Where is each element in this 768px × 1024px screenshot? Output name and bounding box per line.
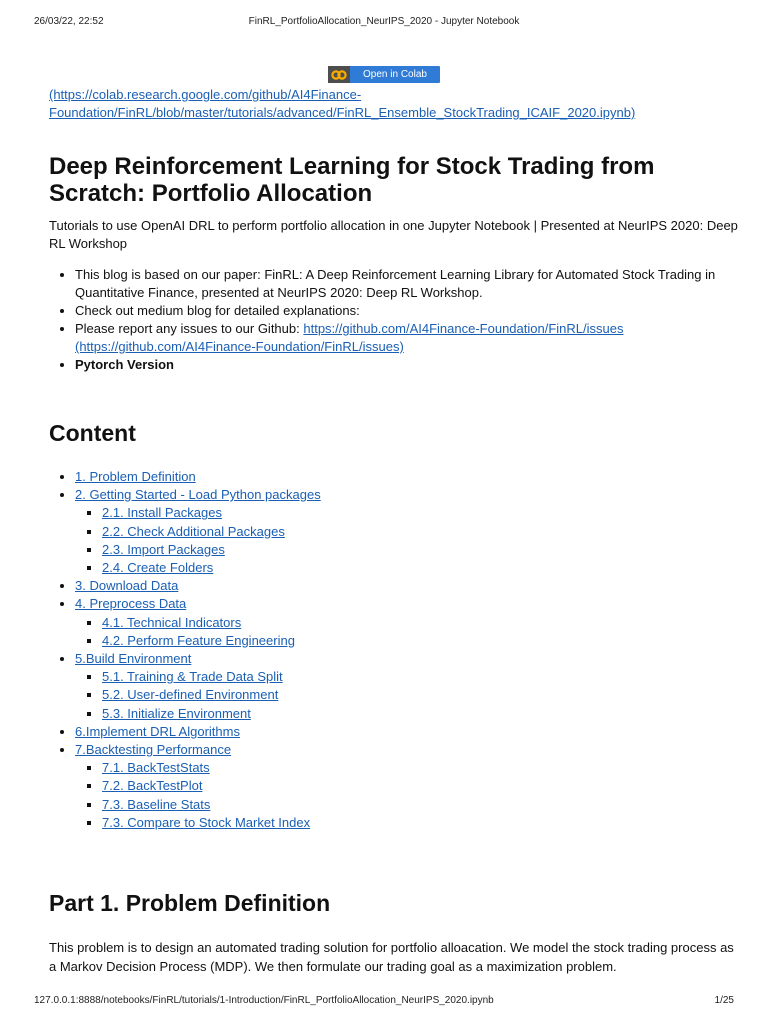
toc-link-5-2[interactable]: 5.2. User-defined Environment xyxy=(102,687,279,703)
toc-link-7-1[interactable]: 7.1. BackTestStats xyxy=(102,760,210,776)
print-footer-url: 127.0.0.1:8888/notebooks/FinRL/tutorials/1-Introduction/FinRL_PortfolioAllocation_NeurIPS_2020.ipynb xyxy=(34,995,494,1006)
colab-url-line1[interactable]: (https://colab.research.google.com/github/AI4Finance- xyxy=(49,87,362,102)
toc-link-3[interactable]: 3. Download Data xyxy=(75,578,179,594)
toc-item xyxy=(75,650,755,723)
toc-link-2-3[interactable]: 2.3. Import Packages xyxy=(102,541,225,557)
page-subtitle: Tutorials to use OpenAI DRL to perform portfolio allocation in one Jupyter Notebook | Presented at NeurIPS 2020: Deep RL Workshop xyxy=(49,218,738,251)
content-heading: Content xyxy=(49,420,136,446)
intro-bullet-issues xyxy=(75,320,755,356)
toc-item xyxy=(75,723,755,741)
open-in-colab-button[interactable] xyxy=(328,66,440,83)
toc-subitem xyxy=(102,777,755,795)
toc-subitem xyxy=(102,523,755,541)
toc-subitem xyxy=(102,705,755,723)
toc-subitem xyxy=(102,686,755,704)
toc-link-2[interactable]: 2. Getting Started - Load Python packages xyxy=(75,487,321,503)
toc-link-4-1[interactable]: 4.1. Technical Indicators xyxy=(102,614,242,630)
print-page-number: 1/25 xyxy=(714,995,734,1006)
github-issues-link[interactable]: https://github.com/AI4Finance-Foundation/FinRL/issues xyxy=(303,321,624,336)
toc-item xyxy=(75,486,755,577)
toc-subitem xyxy=(102,541,755,559)
print-title: FinRL_PortfolioAllocation_NeurIPS_2020 - Jupyter Notebook xyxy=(248,16,520,27)
toc-link-5[interactable]: 5.Build Environment xyxy=(75,651,192,667)
toc-subitem xyxy=(102,814,755,832)
toc-link-5-3[interactable]: 5.3. Initialize Environment xyxy=(102,705,251,721)
table-of-contents xyxy=(49,468,755,832)
toc-item xyxy=(75,741,755,832)
toc-link-4[interactable]: 4. Preprocess Data xyxy=(75,596,187,612)
intro-bullet-blog: • Check out medium blog for detailed explanations: xyxy=(75,302,755,320)
toc-subitem xyxy=(102,668,755,686)
toc-link-7-4[interactable]: 7.3. Compare to Stock Market Index xyxy=(102,814,311,830)
toc-link-1[interactable]: 1. Problem Definition xyxy=(75,469,196,484)
print-header xyxy=(34,16,734,30)
toc-link-5-1[interactable]: 5.1. Training & Trade Data Split xyxy=(102,669,283,685)
colab-url-line2[interactable]: Foundation/FinRL/blob/master/tutorials/advanced/FinRL_Ensemble_StockTrading_ICAIF_2020.ipynb) xyxy=(49,105,636,120)
toc-link-2-1[interactable]: 2.1. Install Packages xyxy=(102,505,222,521)
intro-bullet-paper: • This blog is based on our paper: FinRL: A Deep Reinforcement Learning Library for Automated Stock Trading in Quantitative Finance, presented at NeurIPS 2020: Deep RL Workshop. xyxy=(75,266,755,302)
colab-logo-icon xyxy=(328,66,350,83)
print-footer xyxy=(34,995,734,1009)
intro-bullet-list xyxy=(49,266,755,374)
issues-text: Please report any issues to our Github: xyxy=(75,321,304,336)
intro-bullet-pytorch: • Pytorch Version xyxy=(75,356,755,374)
toc-item xyxy=(75,577,755,595)
toc-subitem xyxy=(102,796,755,814)
open-in-colab-label: Open in Colab xyxy=(350,66,440,83)
part1-paragraph: This problem is to design an automated trading solution for portfolio alloacation. We model the stock trading process as a Markov Decision Process (MDP). We then formulate our trading goal as a maximization problem. xyxy=(49,940,734,974)
toc-subitem xyxy=(102,614,755,632)
toc-subitem xyxy=(102,632,755,650)
part1-heading: Part 1. Problem Definition xyxy=(49,890,331,916)
print-datetime: 26/03/22, 22:52 xyxy=(34,16,104,27)
toc-link-4-2[interactable]: 4.2. Perform Feature Engineering xyxy=(102,632,295,648)
toc-item xyxy=(75,595,755,650)
toc-subitem xyxy=(102,759,755,777)
github-issues-link-url[interactable]: (https://github.com/AI4Finance-Foundation/FinRL/issues) xyxy=(75,339,404,354)
toc-link-6[interactable]: 6.Implement DRL Algorithms xyxy=(75,723,240,739)
page-title-line2: Scratch: Portfolio Allocation xyxy=(49,180,373,207)
toc-link-7-2[interactable]: 7.2. BackTestPlot xyxy=(102,778,203,794)
toc-subitem xyxy=(102,559,755,577)
toc-link-7-3[interactable]: 7.3. Baseline Stats xyxy=(102,796,211,812)
page-title-line1: Deep Reinforcement Learning for Stock Trading from xyxy=(49,153,655,180)
toc-item xyxy=(75,468,755,486)
toc-subitem xyxy=(102,504,755,522)
toc-link-2-4[interactable]: 2.4. Create Folders xyxy=(102,560,214,576)
page-title xyxy=(49,153,739,207)
colab-url-link[interactable] xyxy=(49,86,729,122)
toc-link-2-2[interactable]: 2.2. Check Additional Packages xyxy=(102,523,285,539)
toc-link-7[interactable]: 7.Backtesting Performance xyxy=(75,742,232,758)
